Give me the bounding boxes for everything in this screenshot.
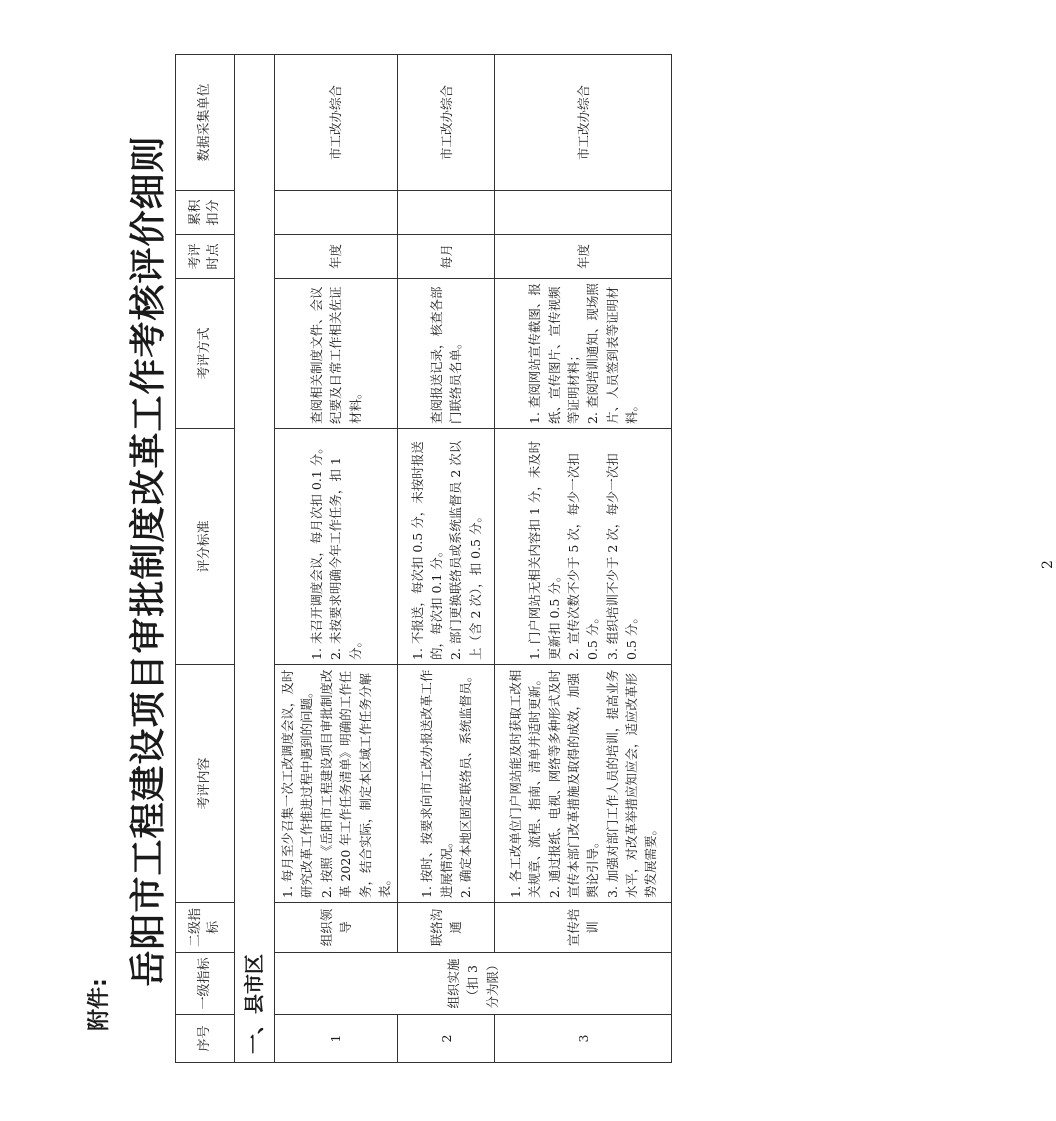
row-no: 2 <box>398 1015 495 1063</box>
content-line: 3. 加强对部门工作人员的培训，提高业务水平，对改革举措应知应会，适应改革形势发展需要。 <box>604 669 659 898</box>
header-period: 考评时点 <box>176 235 235 279</box>
header-standard: 评分标准 <box>176 429 235 665</box>
standard-line: 2. 部门更换联络员或系统监督员 2 次以上（含 2 次），扣 0.5 分。 <box>448 440 483 660</box>
content-line: 1. 按时、按要求向市工改办报送改革工作进展情况。 <box>419 669 454 898</box>
method-line: 查阅相关制度文件、会议纪要及日常工作相关佐证材料。 <box>309 286 363 424</box>
row-no: 3 <box>495 1015 672 1063</box>
standard-line: 2. 未按要求明确今年工作任务，扣 1 分。 <box>328 457 363 660</box>
header-method: 考评方式 <box>176 279 235 429</box>
content-line: 1. 各工改单位门户网站能及时获取工改相关规章、流程、指南、清单并适时更新。 <box>507 669 543 898</box>
standard-line: 1. 不报送，每次扣 0.5 分，未按时报送的，每次扣 0.1 分。 <box>409 441 444 660</box>
content-line: 2. 确定本地区固定联络员、系统监督员。 <box>457 669 473 898</box>
table-header-row <box>176 55 235 1063</box>
row-method <box>495 279 672 429</box>
row-period: 每月 <box>398 235 495 279</box>
row-source: 市工改办综合 <box>398 55 495 191</box>
standard-line: 3. 组织培训不少于 2 次，每少一次扣 0.5 分。 <box>604 453 639 660</box>
header-level2: 二级指标 <box>176 903 235 953</box>
row-deduction <box>398 191 495 235</box>
table-row <box>275 55 398 1063</box>
method-line: 查阅报送记录，核查各部门联络员名单。 <box>428 286 464 424</box>
content-line: 2. 按照《岳阳市工程建设项目审批制度改革 2020 年工作任务清单》明确的工作任务，结合实际，制定本区域工作任务分解表。 <box>318 669 392 898</box>
header-level1: 一级指标 <box>176 953 235 1015</box>
standard-line: 2. 宣传次数不少于 5 次，每少一次扣 0.5 分。 <box>565 453 601 660</box>
section-title: 一、县市区 <box>235 55 275 1063</box>
row-level1: 组织实施（扣 3 分为限） <box>275 953 672 1015</box>
row-deduction <box>275 191 398 235</box>
row-standard <box>495 429 672 665</box>
header-deduction: 累积扣分 <box>176 191 235 235</box>
row-source: 市工改办综合 <box>495 55 672 191</box>
table-row <box>398 55 495 1063</box>
header-content: 考评内容 <box>176 665 235 903</box>
section-row <box>235 55 275 1063</box>
row-level2: 联络沟通 <box>398 903 495 953</box>
standard-line: 1. 门户网站无相关内容扣 1 分，未及时更新扣 0.5 分。 <box>527 440 562 660</box>
row-no: 1 <box>275 1015 398 1063</box>
table-row <box>495 55 672 1063</box>
header-source: 数据采集单位 <box>176 55 235 191</box>
annex-label: 附件: <box>87 978 112 1031</box>
row-level2: 宣传培训 <box>495 903 672 953</box>
standard-line: 1. 未召开调度会议，每月次扣 0.1 分。 <box>309 441 325 660</box>
page-number: 2 <box>1040 560 1056 569</box>
row-method <box>275 279 398 429</box>
method-line: 1. 查阅网站宣传截图、报纸、宣传图片、宣传视频等证明材料； <box>527 283 581 424</box>
document-title: 岳阳市工程建设项目审批制度改革工作考核评价细则 <box>127 135 169 987</box>
row-content <box>495 665 672 903</box>
row-period: 年度 <box>495 235 672 279</box>
row-period: 年度 <box>275 235 398 279</box>
row-content <box>275 665 398 903</box>
header-no: 序号 <box>176 1015 235 1063</box>
row-standard <box>398 429 495 665</box>
row-standard <box>275 429 398 665</box>
evaluation-table <box>175 54 672 1063</box>
content-line: 2. 通过报纸、电视、网络等多种形式及时宣传本部门改革措施及取得的成效，加强舆论引导。 <box>546 669 601 898</box>
method-line: 2. 查阅培训通知、现场照片、人员签到表等证明材料。 <box>585 283 639 424</box>
content-line: 1. 每月至少召集一次工改调度会议，及时研究改革工作推进过程中遇到的问题。 <box>280 669 315 898</box>
row-level2: 组织领导 <box>275 903 398 953</box>
row-method <box>398 279 495 429</box>
row-deduction <box>495 191 672 235</box>
row-source: 市工改办综合 <box>275 55 398 191</box>
row-content <box>398 665 495 903</box>
